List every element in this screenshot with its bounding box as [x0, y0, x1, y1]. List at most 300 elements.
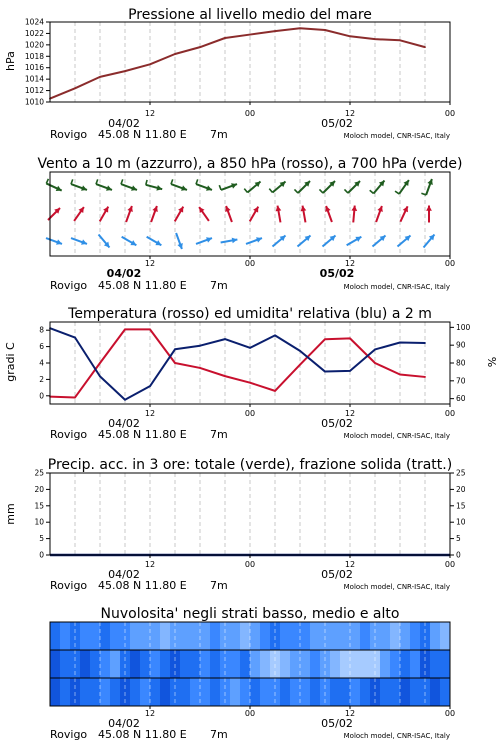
y-tick-label: 0: [39, 391, 44, 401]
y-tick-label: 25: [34, 468, 44, 478]
cloud-cell: [290, 650, 301, 678]
y-tick-right-label: 20: [456, 484, 466, 494]
x-tick-label: 12: [144, 109, 156, 118]
x-tick-label: 12: [144, 560, 156, 569]
temperature-credit: Moloch model, CNR-ISAC, Italy: [343, 432, 450, 440]
wind-credit: Moloch model, CNR-ISAC, Italy: [343, 283, 450, 291]
y-tick-right-label: 25: [456, 468, 466, 478]
wind-arrow-2: [196, 237, 212, 244]
cloud-cell: [350, 678, 361, 706]
wind-arrow-0: [121, 179, 137, 190]
pressure-line-point: [299, 27, 301, 29]
cloud-cell: [350, 650, 361, 678]
cloud-cell: [310, 622, 321, 650]
pressure-credit: Moloch model, CNR-ISAC, Italy: [343, 132, 450, 140]
pressure-line-point: [324, 29, 326, 31]
cloud-cell: [300, 678, 311, 706]
cloud-credit: Moloch model, CNR-ISAC, Italy: [343, 732, 450, 740]
wind-date-1: 04/02: [106, 267, 142, 280]
x-tick-label: 12: [144, 709, 156, 718]
pressure-line-point: [349, 35, 351, 37]
cloud-cell: [330, 678, 341, 706]
wind-arrow-1: [175, 207, 184, 222]
cloud-cell: [310, 650, 321, 678]
cloud-cell: [280, 678, 291, 706]
wind-arrow-0: [269, 182, 285, 193]
cloud-cell: [200, 650, 211, 678]
temperature-line-point: [324, 338, 326, 340]
cloud-cell: [340, 650, 351, 678]
humidity-line-point: [149, 385, 151, 387]
cloud-cell: [140, 622, 151, 650]
humidity-line-point: [249, 347, 251, 349]
temperature-line-point: [199, 367, 201, 369]
y-tick-label: 20: [34, 484, 44, 494]
cloud-cell: [300, 622, 311, 650]
pressure-line: [50, 28, 425, 98]
wind-arrow-0: [96, 179, 112, 190]
wind-barb: [370, 190, 374, 193]
pressure-line-point: [274, 30, 276, 32]
humidity-line-point: [424, 342, 426, 344]
humidity-line-point: [74, 337, 76, 339]
humidity-line-point: [324, 371, 326, 373]
pressure-line-point: [249, 34, 251, 36]
pressure-line-point: [74, 87, 76, 89]
cloud-cell: [240, 622, 251, 650]
temperature-line-point: [374, 362, 376, 364]
wind-arrow-0: [344, 181, 360, 193]
wind-arrow-head: [426, 206, 432, 211]
y-tick-label: 1022: [24, 28, 44, 38]
wind-barb: [171, 179, 173, 184]
cloud-title: Nuvolosita' negli strati basso, medio e alto: [100, 606, 400, 622]
cloud-cell: [330, 650, 341, 678]
humidity-line-point: [224, 338, 226, 340]
temperature-line-point: [149, 328, 151, 330]
wind-arrow-0: [219, 183, 237, 190]
precipitation-title: Precip. acc. in 3 ore: totale (verde), frazione solida (tratt.): [47, 457, 453, 473]
cloud-cell: [250, 650, 261, 678]
cloud-cell: [360, 678, 371, 706]
pressure-ylabel: hPa: [4, 51, 17, 71]
y-tick-label: 1016: [24, 63, 44, 73]
temperature-title: Temperatura (rosso) ed umidita' relativa (blu) a 2 m: [68, 306, 432, 322]
y-tick-label: 0: [39, 550, 44, 560]
cloud-cell: [190, 678, 201, 706]
location-name: Rovigo: [50, 279, 88, 292]
wind-arrow-1: [400, 206, 408, 221]
cloud-cell: [330, 622, 341, 650]
cloud-cell: [400, 678, 411, 706]
wind-arrow-1: [74, 207, 84, 221]
cloud-cell: [180, 622, 191, 650]
wind-arrow-1: [426, 206, 432, 223]
wind-arrow-0: [395, 180, 409, 194]
temperature-line-point: [174, 362, 176, 364]
y-tick-label: 6: [39, 342, 44, 352]
cloud-cell: [250, 622, 261, 650]
y-tick-label: 2: [39, 374, 44, 384]
y-tick-right-label: 70: [456, 376, 466, 386]
temperature-line-point: [424, 376, 426, 378]
temperature-line-point: [99, 362, 101, 364]
wind-arrow-2: [372, 236, 385, 247]
y-tick-right-label: 90: [456, 340, 466, 350]
y-tick-right-label: 80: [456, 358, 466, 368]
location-altitude: 7m: [210, 428, 228, 441]
cloud-cell: [290, 678, 301, 706]
pressure-line-point: [374, 38, 376, 40]
humidity-line-point: [399, 342, 401, 344]
cloud-cell: [180, 650, 191, 678]
cloud-cell: [160, 650, 171, 678]
location-coords: 45.08 N 11.80 E: [98, 579, 187, 592]
pressure-title: Pressione al livello medio del mare: [128, 7, 372, 23]
wind-arrow-1: [100, 207, 109, 222]
x-tick-label: 00: [244, 109, 256, 118]
cloud-cell: [260, 678, 271, 706]
humidity-line-point: [99, 375, 101, 377]
x-tick-label: 00: [444, 560, 456, 569]
wind-arrow-1: [250, 207, 259, 222]
cloud-cell: [60, 622, 71, 650]
temperature-date-2: 05/02: [321, 417, 353, 430]
temperature-panel: [4, 306, 498, 441]
y-tick-right-label: 100: [456, 322, 471, 332]
cloud-cell: [350, 622, 361, 650]
cloud-cell: [210, 678, 221, 706]
pressure-line-point: [199, 46, 201, 48]
cloud-cell: [260, 650, 271, 678]
cloud-cell: [360, 650, 371, 678]
cloud-cell: [390, 678, 401, 706]
cloud-date-2: 05/02: [321, 717, 353, 730]
cloud-cell: [160, 622, 171, 650]
x-tick-label: 00: [244, 560, 256, 569]
cloud-cell: [410, 678, 421, 706]
location-altitude: 7m: [210, 579, 228, 592]
wind-barb: [219, 185, 221, 190]
precipitation-ylabel: mm: [4, 503, 17, 525]
wind-barb: [121, 179, 123, 184]
pressure-date-2: 05/02: [321, 117, 353, 130]
wind-arrow-1: [351, 206, 357, 223]
precipitation-location-label: [50, 579, 228, 592]
cloud-cell: [400, 650, 411, 678]
pressure-line-point: [174, 53, 176, 55]
x-tick-label: 12: [144, 409, 156, 418]
cloud-cell: [80, 650, 91, 678]
cloud-cell: [150, 678, 161, 706]
cloud-cell: [430, 650, 441, 678]
x-tick-label: 00: [244, 409, 256, 418]
wind-barb: [244, 189, 247, 193]
location-name: Rovigo: [50, 428, 88, 441]
cloud-cell: [100, 622, 111, 650]
wind-barb: [395, 191, 399, 194]
wind-arrow-0: [319, 181, 335, 193]
wind-arrow-1: [126, 206, 133, 222]
y-tick-label: 1012: [24, 86, 44, 96]
wind-date-2: 05/02: [319, 267, 355, 280]
x-tick-label: 12: [344, 709, 356, 718]
cloud-date-1: 04/02: [108, 717, 140, 730]
wind-barb: [71, 179, 73, 184]
temperature-line-point: [124, 328, 126, 330]
cloud-cell: [140, 678, 151, 706]
pressure-line-point: [124, 70, 126, 72]
wind-arrow-2: [347, 237, 362, 246]
cloud-cell: [230, 650, 241, 678]
cloud-cell: [240, 650, 251, 678]
wind-barb: [344, 189, 348, 193]
wind-arrow-0: [421, 179, 432, 195]
humidity-line-point: [349, 370, 351, 372]
location-altitude: 7m: [210, 279, 228, 292]
cloud-cell: [50, 622, 61, 650]
precipitation-panel: [4, 457, 466, 592]
cloud-cell: [440, 622, 451, 650]
wind-arrow-2: [221, 238, 238, 244]
cloud-cell: [400, 622, 411, 650]
cloud-cell: [230, 678, 241, 706]
cloud-cell: [410, 650, 421, 678]
temperature-line-point: [249, 382, 251, 384]
wind-arrow-1: [325, 206, 332, 222]
y-tick-label: 1024: [24, 17, 44, 27]
y-tick-label: 10: [34, 517, 44, 527]
humidity-line: [50, 328, 425, 399]
cloud-panel: [50, 606, 455, 741]
wind-arrow-2: [297, 236, 310, 247]
temperature-line: [50, 329, 425, 397]
cloud-cell: [110, 622, 121, 650]
wind-arrow-head: [351, 206, 357, 211]
temperature-plot-frame: [50, 322, 450, 404]
cloud-cell: [290, 622, 301, 650]
wind-arrow-1: [276, 206, 282, 223]
cloud-cell: [340, 622, 351, 650]
cloud-cell: [60, 650, 71, 678]
temperature-line-point: [349, 338, 351, 340]
x-tick-label: 00: [444, 409, 456, 418]
wind-arrow-1: [301, 206, 307, 223]
wind-arrow-2: [147, 237, 162, 246]
wind-barb: [294, 189, 298, 193]
wind-panel: [37, 156, 462, 292]
wind-arrow-0: [370, 180, 385, 193]
wind-arrow-0: [146, 180, 162, 191]
cloud-cell: [50, 650, 61, 678]
precipitation-credit: Moloch model, CNR-ISAC, Italy: [343, 583, 450, 591]
x-tick-label: 12: [344, 409, 356, 418]
cloud-cell: [190, 650, 201, 678]
cloud-location-label: [50, 728, 228, 741]
cloud-cell: [110, 678, 121, 706]
humidity-line-point: [199, 345, 201, 347]
temperature-location-label: [50, 428, 228, 441]
location-name: Rovigo: [50, 128, 88, 141]
cloud-cell: [90, 650, 101, 678]
wind-arrow-2: [272, 236, 285, 247]
cloud-cell: [200, 622, 211, 650]
wind-arrow-0: [71, 179, 87, 190]
x-tick-label: 12: [344, 259, 356, 268]
humidity-line-point: [174, 348, 176, 350]
y-tick-label: 1018: [24, 51, 44, 61]
cloud-cell: [230, 622, 241, 650]
humidity-ylabel: %: [485, 356, 498, 368]
cloud-cell: [380, 678, 391, 706]
temperature-line-point: [274, 390, 276, 392]
wind-arrow-2: [246, 237, 262, 244]
pressure-panel: [4, 7, 455, 141]
cloud-cell: [130, 650, 141, 678]
cloud-cell: [130, 622, 141, 650]
cloud-cell: [430, 622, 441, 650]
wind-arrow-2: [322, 236, 335, 247]
x-tick-label: 00: [444, 709, 456, 718]
cloud-cell: [80, 678, 91, 706]
wind-arrow-1: [225, 206, 232, 222]
precipitation-date-1: 04/02: [108, 568, 140, 581]
cloud-cell: [90, 678, 101, 706]
location-coords: 45.08 N 11.80 E: [98, 128, 187, 141]
location-name: Rovigo: [50, 579, 88, 592]
wind-arrow-0: [196, 179, 212, 190]
cloud-cell: [150, 622, 161, 650]
pressure-date-1: 04/02: [108, 117, 140, 130]
wind-barb: [196, 179, 198, 184]
wind-barb: [96, 179, 98, 184]
x-tick-label: 00: [244, 259, 256, 268]
cloud-cell: [440, 650, 451, 678]
cloud-cell: [280, 622, 291, 650]
y-tick-right-label: 5: [456, 534, 461, 544]
x-tick-label: 00: [444, 109, 456, 118]
humidity-line-point: [299, 350, 301, 352]
y-tick-right-label: 60: [456, 394, 466, 404]
x-tick-label: 12: [344, 109, 356, 118]
cloud-cell: [150, 650, 161, 678]
location-altitude: 7m: [210, 128, 228, 141]
cloud-cell: [260, 622, 271, 650]
humidity-line-point: [374, 349, 376, 351]
x-tick-label: 00: [244, 709, 256, 718]
pressure-line-point: [399, 39, 401, 41]
location-coords: 45.08 N 11.80 E: [98, 279, 187, 292]
cloud-cell: [160, 678, 171, 706]
cloud-cell: [210, 622, 221, 650]
cloud-cell: [180, 678, 191, 706]
wind-arrow-0: [244, 182, 260, 193]
wind-title: Vento a 10 m (azzurro), a 850 hPa (rosso), a 700 hPa (verde): [37, 156, 463, 172]
y-tick-label: 5: [39, 534, 44, 544]
wind-arrow-0: [171, 179, 187, 190]
cloud-cell: [360, 622, 371, 650]
wind-location-label: [50, 279, 228, 292]
y-tick-label: 4: [39, 358, 44, 368]
cloud-cell: [140, 650, 151, 678]
y-tick-right-label: 10: [456, 517, 466, 527]
y-tick-label: 15: [34, 501, 44, 511]
cloud-cell: [50, 678, 61, 706]
pressure-line-point: [424, 46, 426, 48]
wind-arrow-0: [294, 181, 310, 193]
wind-arrow-2: [46, 238, 62, 245]
cloud-cell: [200, 678, 211, 706]
cloud-cell: [210, 650, 221, 678]
y-tick-right-label: 0: [456, 550, 461, 560]
temperature-line-point: [299, 364, 301, 366]
pressure-line-point: [224, 37, 226, 39]
cloud-cell: [100, 678, 111, 706]
wind-barb: [269, 189, 272, 193]
cloud-cell: [430, 678, 441, 706]
pressure-line-point: [149, 63, 151, 65]
location-name: Rovigo: [50, 728, 88, 741]
wind-barb: [319, 189, 323, 193]
y-tick-label: 1020: [24, 40, 44, 50]
y-tick-label: 8: [39, 325, 44, 335]
wind-arrow-2: [176, 233, 183, 249]
cloud-cell: [440, 678, 451, 706]
cloud-cell: [190, 622, 201, 650]
cloud-cell: [390, 622, 401, 650]
cloud-cell: [100, 650, 111, 678]
wind-arrow-1: [199, 207, 209, 221]
y-tick-right-label: 15: [456, 501, 466, 511]
wind-arrow-2: [122, 237, 137, 246]
cloud-cell: [300, 650, 311, 678]
humidity-line-point: [124, 399, 126, 401]
precipitation-date-2: 05/02: [321, 568, 353, 581]
temperature-line-point: [399, 374, 401, 376]
cloud-cell: [410, 622, 421, 650]
cloud-cell: [340, 678, 351, 706]
cloud-cell: [90, 622, 101, 650]
temperature-line-point: [224, 375, 226, 377]
wind-arrow-1: [376, 206, 383, 222]
pressure-line-point: [99, 76, 101, 78]
cloud-cell: [250, 678, 261, 706]
temperature-ylabel: gradi C: [4, 342, 17, 382]
cloud-cell: [240, 678, 251, 706]
cloud-cell: [380, 622, 391, 650]
cloud-cell: [280, 650, 291, 678]
cloud-cell: [80, 622, 91, 650]
wind-arrow-1: [151, 206, 158, 222]
cloud-cell: [390, 650, 401, 678]
x-tick-label: 00: [444, 259, 456, 268]
temperature-line-point: [74, 397, 76, 399]
cloud-cell: [110, 650, 121, 678]
location-altitude: 7m: [210, 728, 228, 741]
temperature-date-1: 04/02: [108, 417, 140, 430]
cloud-cell: [380, 650, 391, 678]
wind-arrow-2: [71, 238, 87, 245]
wind-arrow-2: [397, 236, 410, 247]
pressure-location-label: [50, 128, 228, 141]
cloud-cell: [130, 678, 141, 706]
precipitation-plot-frame: [50, 473, 450, 555]
location-coords: 45.08 N 11.80 E: [98, 428, 187, 441]
wind-arrow-0: [46, 179, 61, 191]
y-tick-label: 1010: [24, 97, 44, 107]
location-coords: 45.08 N 11.80 E: [98, 728, 187, 741]
x-tick-label: 12: [144, 259, 156, 268]
